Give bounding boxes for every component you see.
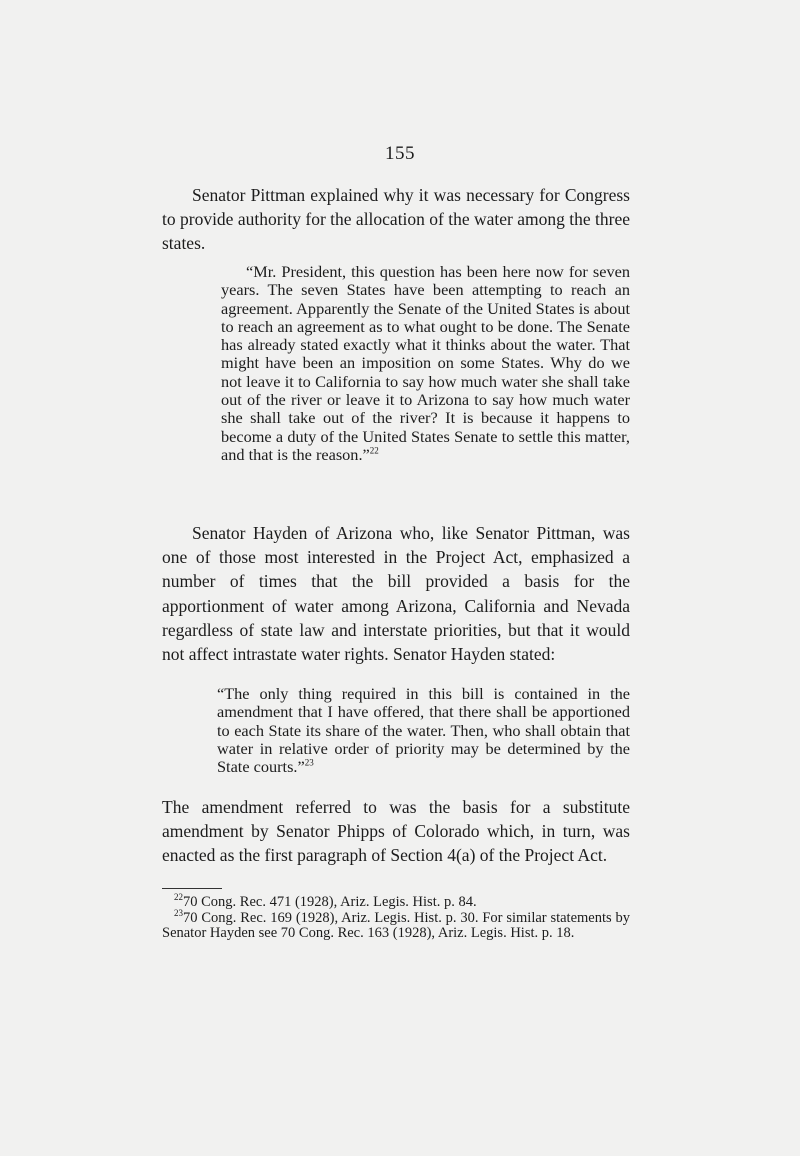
footnote-ref-22: 22 [369, 445, 379, 456]
paragraph-text: Senator Pittman explained why it was necessary for Congress to provide authority for the allocation of the water among the three states. [162, 185, 630, 254]
paragraph-text: Senator Hayden of Arizona who, like Senator Pittman, was one of those most interested in the Project Act, emphasized a number of times that the bill provided a basis for the apportionment of water among Arizona, California and Nevada regardless of state law and interstate priorities, but that it would not affect intrastate water rights. Senator Hayden stated: [162, 523, 630, 665]
page-number: 155 [385, 143, 415, 164]
footnote-23 [162, 907, 630, 942]
footnote-number: 22 [174, 892, 183, 903]
block-quote-pittman [221, 263, 630, 464]
quote-body: “The only thing required in this bill is contained in the amendment that I have offered, that there shall be apportioned to each State its share of the water. Then, who shall obtain that water in relative order of priority may be determined by the State courts.” [217, 684, 630, 777]
paragraph-amendment [162, 795, 630, 868]
paragraph-hayden [162, 521, 630, 666]
footnote-number: 23 [174, 907, 183, 918]
quote-text [217, 685, 630, 776]
footnote-ref-23: 23 [304, 757, 314, 768]
paragraph-text: The amendment referred to was the basis for a substitute amendment by Senator Phipps of Colorado which, in turn, was enacted as the first paragraph of Section 4(a) of the Project Act. [162, 797, 630, 866]
footnote-22 [162, 892, 630, 911]
footnote-text: 70 Cong. Rec. 169 (1928), Ariz. Legis. Hist. p. 30. For similar statements by Senator Hayden see 70 Cong. Rec. 163 (1928), Ariz. Legis. Hist. p. 18. [162, 909, 630, 941]
quote-text [221, 263, 630, 464]
footnote-divider [162, 888, 222, 889]
block-quote-hayden [217, 685, 630, 776]
paragraph-pittman [162, 183, 630, 256]
footnote-text: 70 Cong. Rec. 471 (1928), Ariz. Legis. Hist. p. 84. [183, 894, 477, 910]
quote-body: “Mr. President, this question has been here now for seven years. The seven States have been attempting to reach an agreement. Apparently the Senate of the United States is about to reach an agreement as to what ought to be done. The Senate has already stated exactly what it thinks about the water. That might have been an imposition on some States. Why do we not leave it to California to say how much water she shall take out of the river or leave it to Arizona to say how much water she shall take out of the river? It is because it happens to become a duty of the United States Senate to settle this matter, and that is the reason.” [221, 262, 630, 464]
footnotes [162, 892, 630, 942]
